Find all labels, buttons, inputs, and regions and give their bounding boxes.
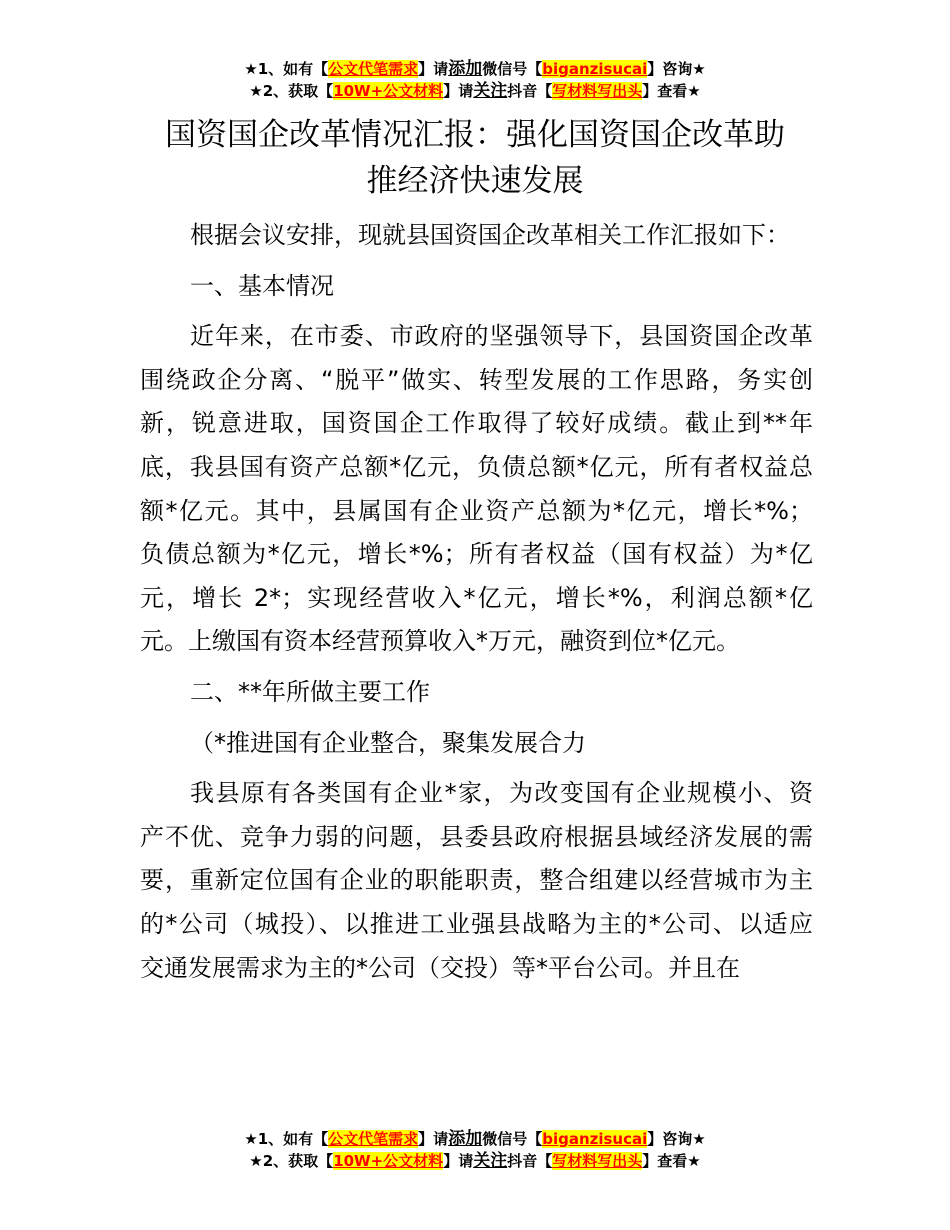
paragraph-line: 底，我县国有资产总额*亿元，负债总额*亿元，所有者权益总 (140, 452, 813, 481)
banner-highlight: 10W+公文材料 (333, 1152, 444, 1170)
banner-text: 】咨询★ (647, 60, 706, 78)
paragraph (140, 214, 813, 258)
paragraph-line: 围绕政企分离、“脱平”做实、转型发展的工作思路，务实创 (140, 365, 813, 394)
paragraph-spacing (140, 765, 813, 772)
paragraph-line: 近年来，在市委、市政府的坚强领导下，县国资国企改革 (190, 322, 813, 351)
paragraph (140, 772, 813, 990)
document-title (0, 112, 950, 204)
banner-highlight: biganzisucai (542, 60, 648, 78)
banner-text: 】咨询★ (647, 1130, 706, 1148)
banner-text: 】请 (443, 1152, 474, 1170)
banner-underline: 添加 (448, 1129, 483, 1149)
banner-text: 】查看★ (642, 82, 701, 100)
title-line: 国资国企改革情况汇报：强化国资国企改革助 (165, 117, 785, 153)
banner-highlight: 公文代笔需求 (328, 1130, 419, 1148)
banner-text: 抖音【 (507, 1152, 553, 1170)
paragraph-line: 二、**年所做主要工作 (190, 677, 430, 706)
paragraph-spacing (140, 308, 813, 315)
paragraph-line: 的*公司（城投）、以推进工业强县战略为主的*公司、以适应 (140, 909, 813, 938)
banner-line-1 (0, 1128, 950, 1150)
banner-text: ★2、获取【 (249, 1152, 334, 1170)
paragraph-line: 元。上缴国有资本经营预算收入*万元，融资到位*亿元。 (140, 627, 740, 656)
header-banner (0, 58, 950, 102)
banner-line-2 (0, 80, 950, 102)
banner-highlight: 写材料写出头 (552, 82, 643, 100)
paragraph-line: 额*亿元。其中，县属国有企业资产总额为*亿元，增长*%； (140, 496, 813, 525)
banner-highlight: biganzisucai (542, 1130, 648, 1148)
banner-text: 】请 (443, 82, 474, 100)
banner-text: 微信号【 (482, 60, 543, 78)
banner-text: 】请 (418, 60, 449, 78)
banner-underline: 关注 (473, 81, 508, 101)
banner-line-1 (0, 58, 950, 80)
banner-text: 】查看★ (642, 1152, 701, 1170)
paragraph-line: 新，锐意进取，国资国企工作取得了较好成绩。截止到**年 (140, 409, 813, 438)
banner-text: ★1、如有【 (244, 60, 329, 78)
paragraph (140, 265, 813, 309)
banner-text: 抖音【 (507, 82, 553, 100)
paragraph-line: 交通发展需求为主的*公司（交投）等*平台公司。并且在 (140, 953, 740, 982)
title-line: 推经济快速发展 (366, 163, 584, 199)
banner-line-2 (0, 1150, 950, 1172)
banner-text: ★2、获取【 (249, 82, 334, 100)
paragraph-line: 一、基本情况 (190, 271, 334, 300)
paragraph-spacing (140, 990, 813, 997)
paragraph-spacing (140, 715, 813, 722)
banner-highlight: 写材料写出头 (552, 1152, 643, 1170)
paragraph (140, 722, 813, 766)
paragraph-line: 要，重新定位国有企业的职能职责，整合组建以经营城市为主 (140, 866, 813, 895)
banner-underline: 添加 (448, 59, 483, 79)
paragraph (140, 315, 813, 664)
paragraph-line: 根据会议安排，现就县国资国企改革相关工作汇报如下： (190, 221, 790, 249)
paragraph-spacing (140, 664, 813, 671)
banner-text: ★1、如有【 (244, 1130, 329, 1148)
paragraph-line: 负债总额为*亿元，增长*%；所有者权益（国有权益）为*亿 (140, 540, 813, 569)
banner-text: 】请 (418, 1130, 449, 1148)
footer-banner (0, 1128, 950, 1172)
paragraph-line: 我县原有各类国有企业*家，为改变国有企业规模小、资 (190, 779, 813, 808)
banner-highlight: 10W+公文材料 (333, 82, 444, 100)
paragraph-line: （*推进国有企业整合，聚集发展合力 (190, 728, 586, 757)
banner-underline: 关注 (473, 1151, 508, 1171)
banner-highlight: 公文代笔需求 (328, 60, 419, 78)
paragraph (140, 671, 813, 715)
paragraph-spacing (140, 258, 813, 265)
paragraph-line: 元，增长 2*；实现经营收入*亿元，增长*%，利润总额*亿 (140, 583, 813, 612)
paragraph-line: 产不优、竞争力弱的问题，县委县政府根据县域经济发展的需 (140, 822, 813, 851)
document-body (140, 214, 813, 997)
banner-text: 微信号【 (482, 1130, 543, 1148)
